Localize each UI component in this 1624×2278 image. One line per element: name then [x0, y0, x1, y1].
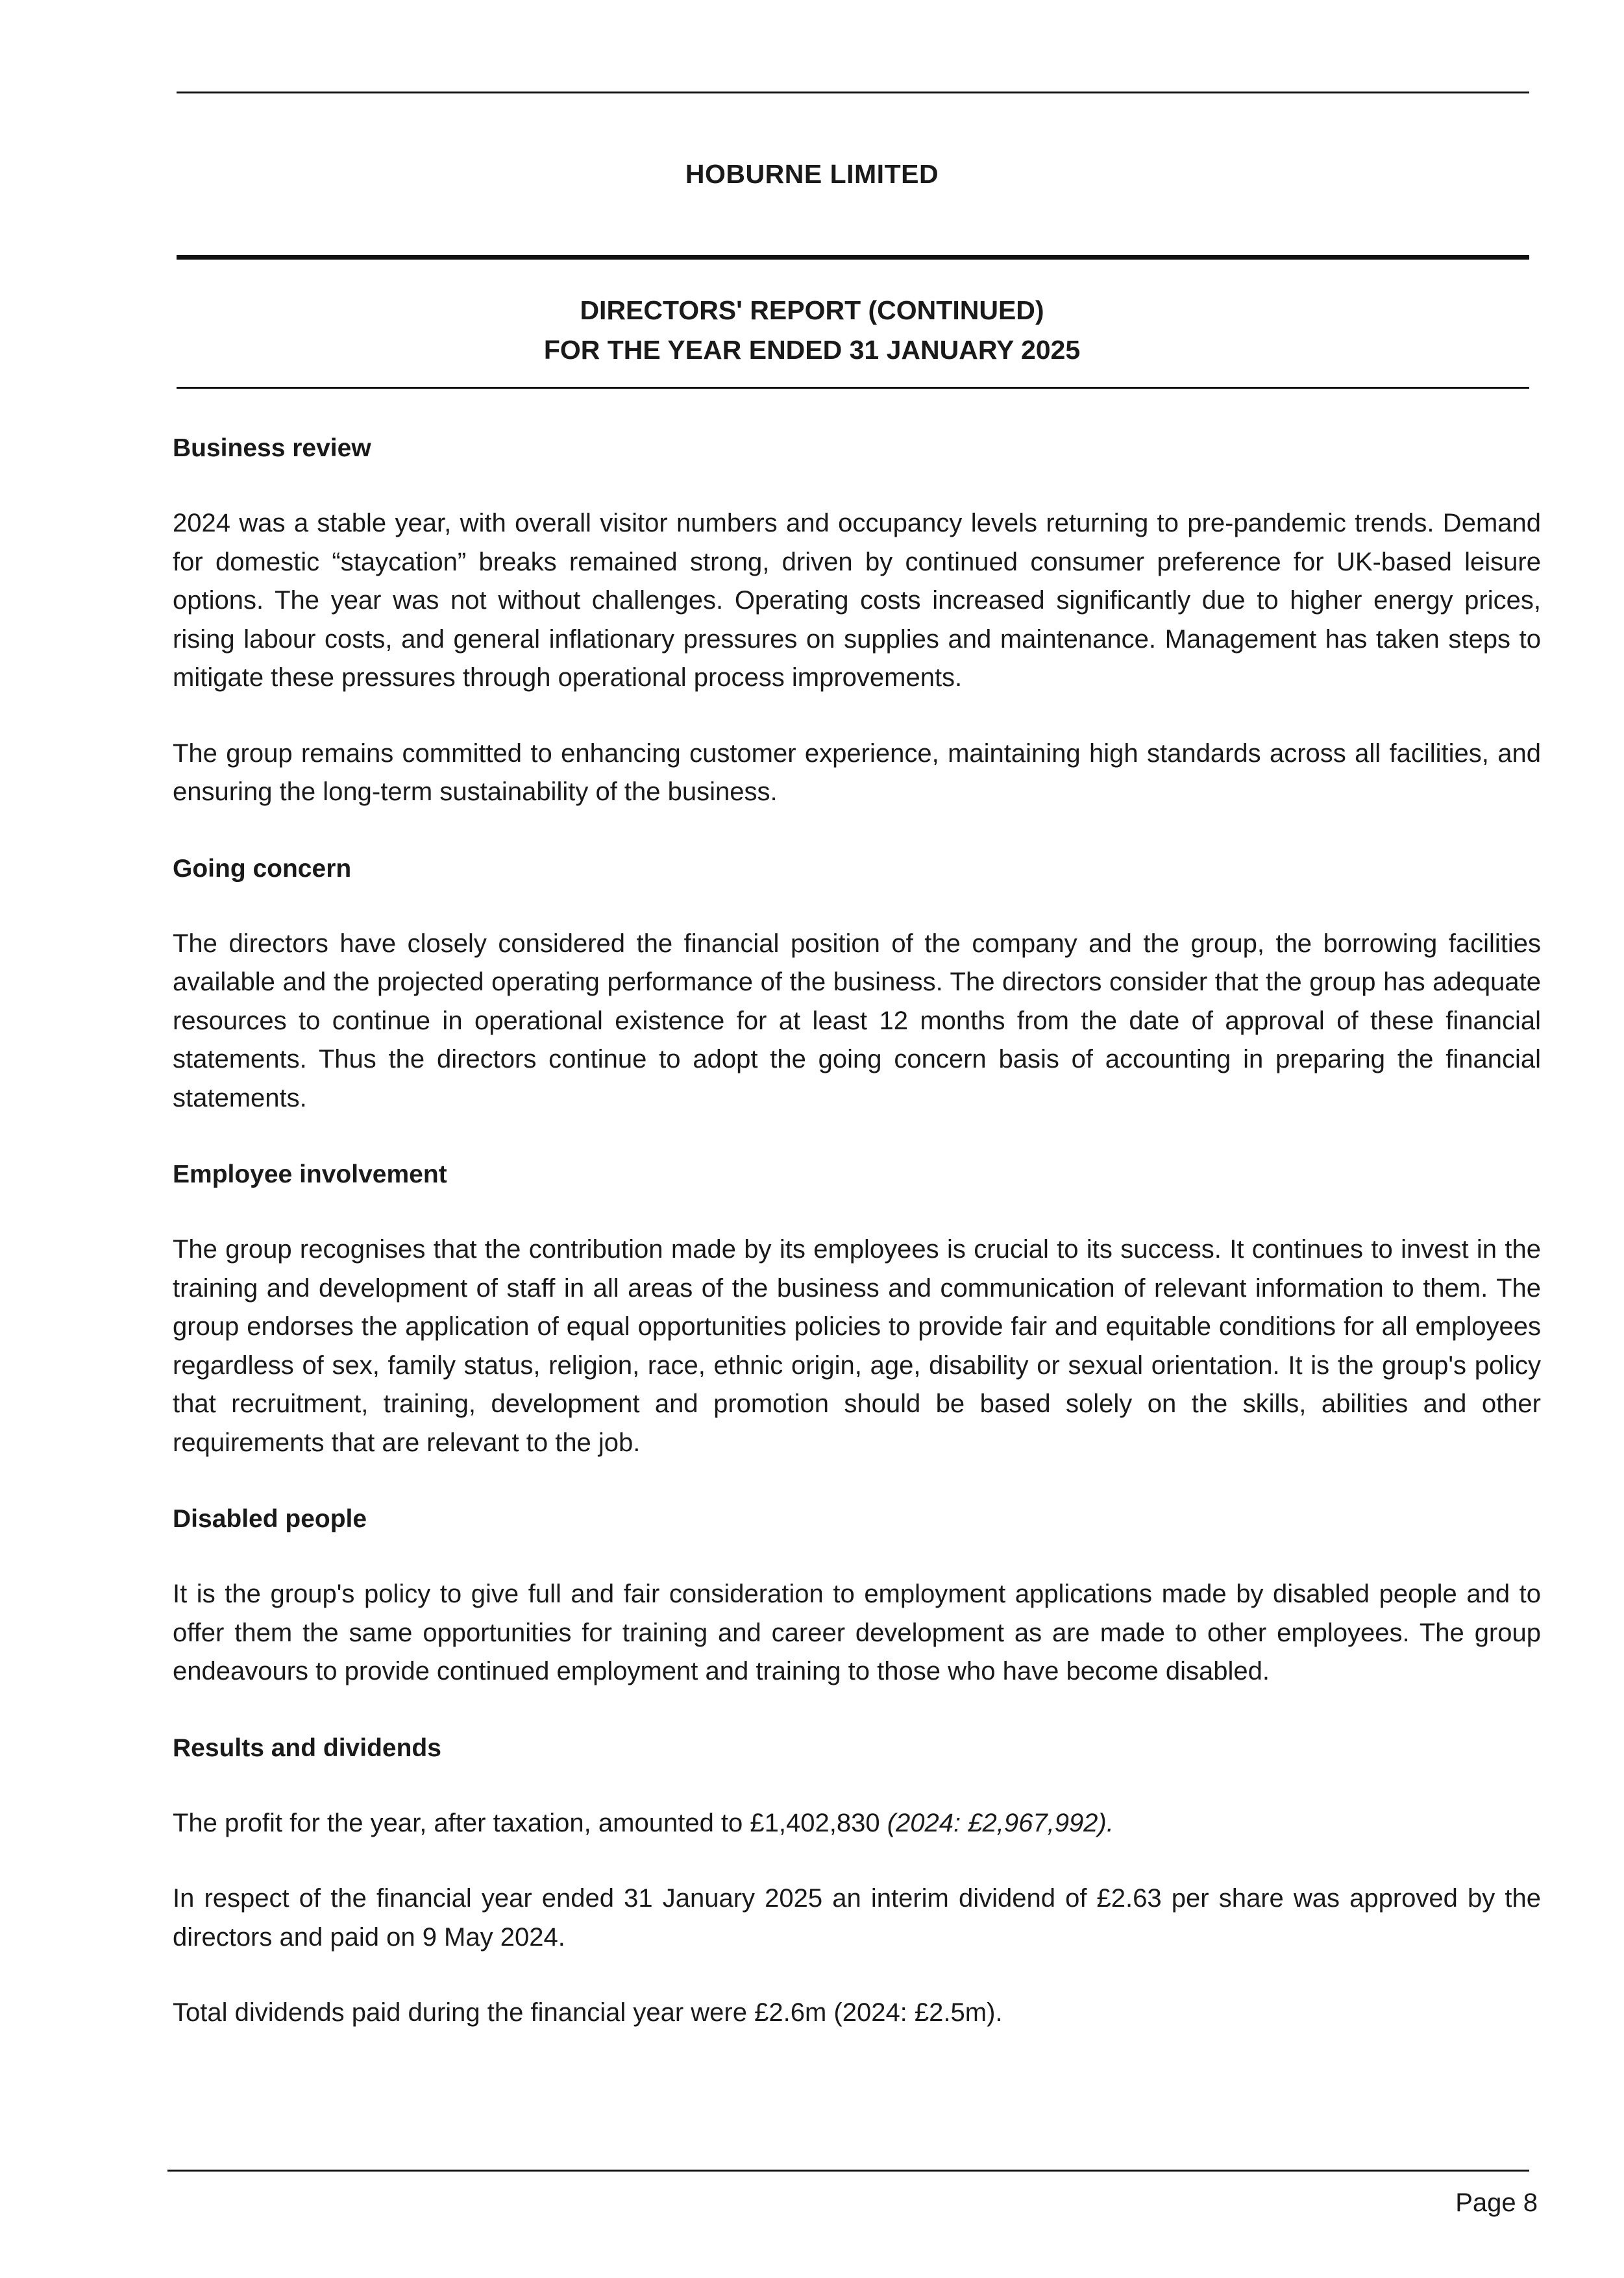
report-title-line-2: FOR THE YEAR ENDED 31 JANUARY 2025: [543, 335, 1081, 365]
results-total-dividends-paragraph: Total dividends paid during the financial year were £2.6m (2024: £2.5m).: [173, 1998, 1003, 2027]
business-review-paragraph-1: 2024 was a stable year, with overall visitor numbers and occupancy levels returning to pre-pandemic trends. Demand for domestic “staycation” breaks remained strong, driven by continued consumer preference for UK-based leisure options. The year was not without challenges. Operating costs increased significantly due to higher energy prices, rising labour costs, and general inflationary pressures on supplies and maintenance. Management has taken steps to mitigate these pressures through operational process improvements.: [173, 509, 1541, 692]
top-rule: [177, 92, 1529, 93]
employee-involvement-heading: Employee involvement: [173, 1160, 447, 1188]
results-profit-paragraph: [173, 1804, 1541, 1843]
business-review-heading: Business review: [173, 434, 371, 462]
disabled-people-heading: Disabled people: [173, 1505, 367, 1533]
report-title: [0, 291, 1624, 370]
profit-prior-year: (2024: £2,967,992).: [887, 1808, 1114, 1837]
company-name: HOBURNE LIMITED: [685, 159, 939, 189]
employee-involvement-paragraph: The group recognises that the contribution made by its employees is crucial to its success. It continues to invest in the training and development of staff in all areas of the business and communication of relevant information to them. The group endorses the application of equal opportunities policies to provide fair and equitable conditions for all employees regardless of sex, family status, religion, race, ethnic origin, age, disability or sexual orientation. It is the group's policy that recruitment, training, development and promotion should be based solely on the skills, abilities and other requirements that are relevant to the job.: [173, 1235, 1541, 1457]
company-rule: [177, 255, 1529, 260]
profit-text: The profit for the year, after taxation, amounted to £1,402,830: [173, 1808, 887, 1837]
footer-rule: [167, 2170, 1529, 2172]
going-concern-heading: Going concern: [173, 854, 352, 883]
disabled-people-paragraph: It is the group's policy to give full and fair consideration to employment applications made by disabled people and to offer them the same opportunities for training and career development as are made to other employees. The group endeavours to provide continued employment and training to those who have become disabled.: [173, 1580, 1541, 1685]
page-number: Page 8: [1455, 2188, 1538, 2217]
report-title-line-1: DIRECTORS' REPORT (CONTINUED): [580, 295, 1044, 325]
title-rule: [177, 387, 1529, 389]
results-dividend-paragraph: In respect of the financial year ended 31 January 2025 an interim dividend of £2.63 per share was approved by the directors and paid on 9 May 2024.: [173, 1884, 1541, 1952]
going-concern-paragraph: The directors have closely considered the financial position of the company and the group, the borrowing facilities available and the projected operating performance of the business. The directors consider that the group has adequate resources to continue in operational existence for at least 12 months from the date of approval of these financial statements. Thus the directors continue to adopt the going concern basis of accounting in preparing the financial statements.: [173, 929, 1541, 1112]
report-body: [173, 428, 1541, 2033]
business-review-paragraph-2: The group remains committed to enhancing customer experience, maintaining high standards across all facilities, and ensuring the long-term sustainability of the business.: [173, 739, 1541, 806]
results-dividends-heading: Results and dividends: [173, 1733, 441, 1762]
